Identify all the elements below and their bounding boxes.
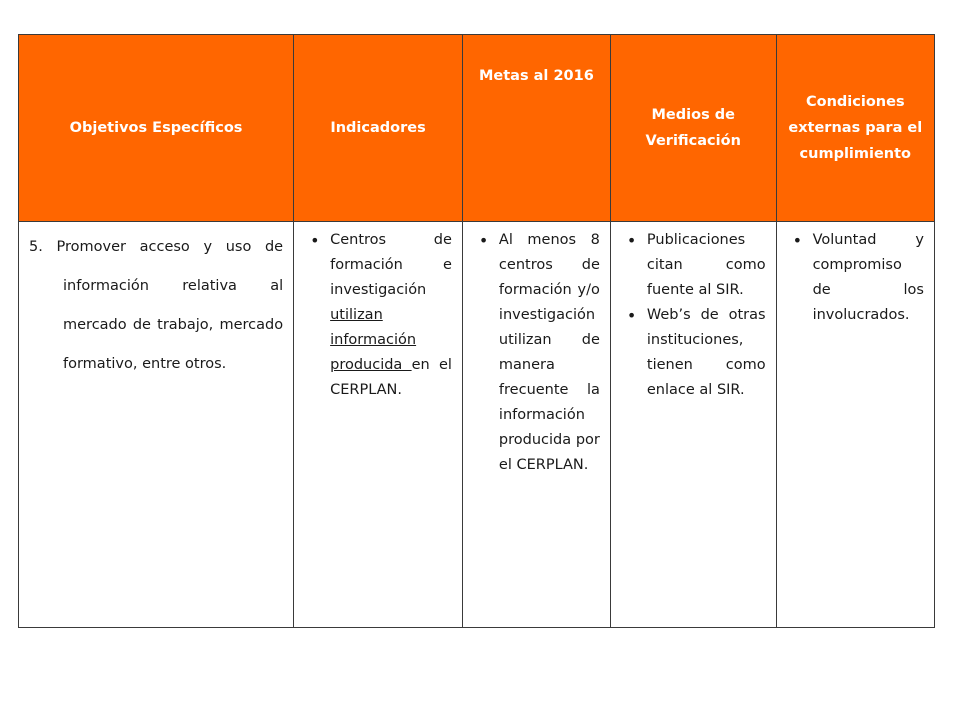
indicator-item — [304, 228, 452, 403]
header-condiciones: Condiciones externas para el cumplimiento — [776, 35, 934, 222]
verification-item: • Publicaciones citan como fuente al SIR. — [621, 228, 766, 303]
conditions-cell — [776, 222, 934, 628]
goal-cell — [462, 222, 610, 628]
goal-item: • Al menos 8 centros de formación y/o investigación utilizan de manera frecuente la información producida por el CERPLAN. — [473, 228, 600, 478]
indicator-text: Centros de formación e investigación — [330, 232, 452, 298]
objective-cell — [19, 222, 294, 628]
indicator-text-end: en el CERPLAN. — [330, 357, 452, 398]
indicator-cell — [294, 222, 463, 628]
indicator-underlined: utilizan información producida — [330, 307, 417, 373]
header-objetivos: Objetivos Específicos — [19, 35, 294, 222]
objective-text: 5. Promover acceso y uso de información relativa al mercado de trabajo, mercado formativo, entre otros. — [29, 239, 284, 372]
verification-cell — [610, 222, 776, 628]
header-indicadores: Indicadores — [294, 35, 463, 222]
conditions-item: • Voluntad y compromiso de los involucrados. — [787, 228, 924, 328]
table-row — [19, 222, 935, 628]
header-row — [19, 35, 935, 222]
objectives-table — [18, 34, 935, 628]
header-medios: Medios de Verificación — [610, 35, 776, 222]
header-metas: Metas al 2016 — [462, 35, 610, 222]
verification-item: • Web’s de otras instituciones, tienen como enlace al SIR. — [621, 303, 766, 403]
